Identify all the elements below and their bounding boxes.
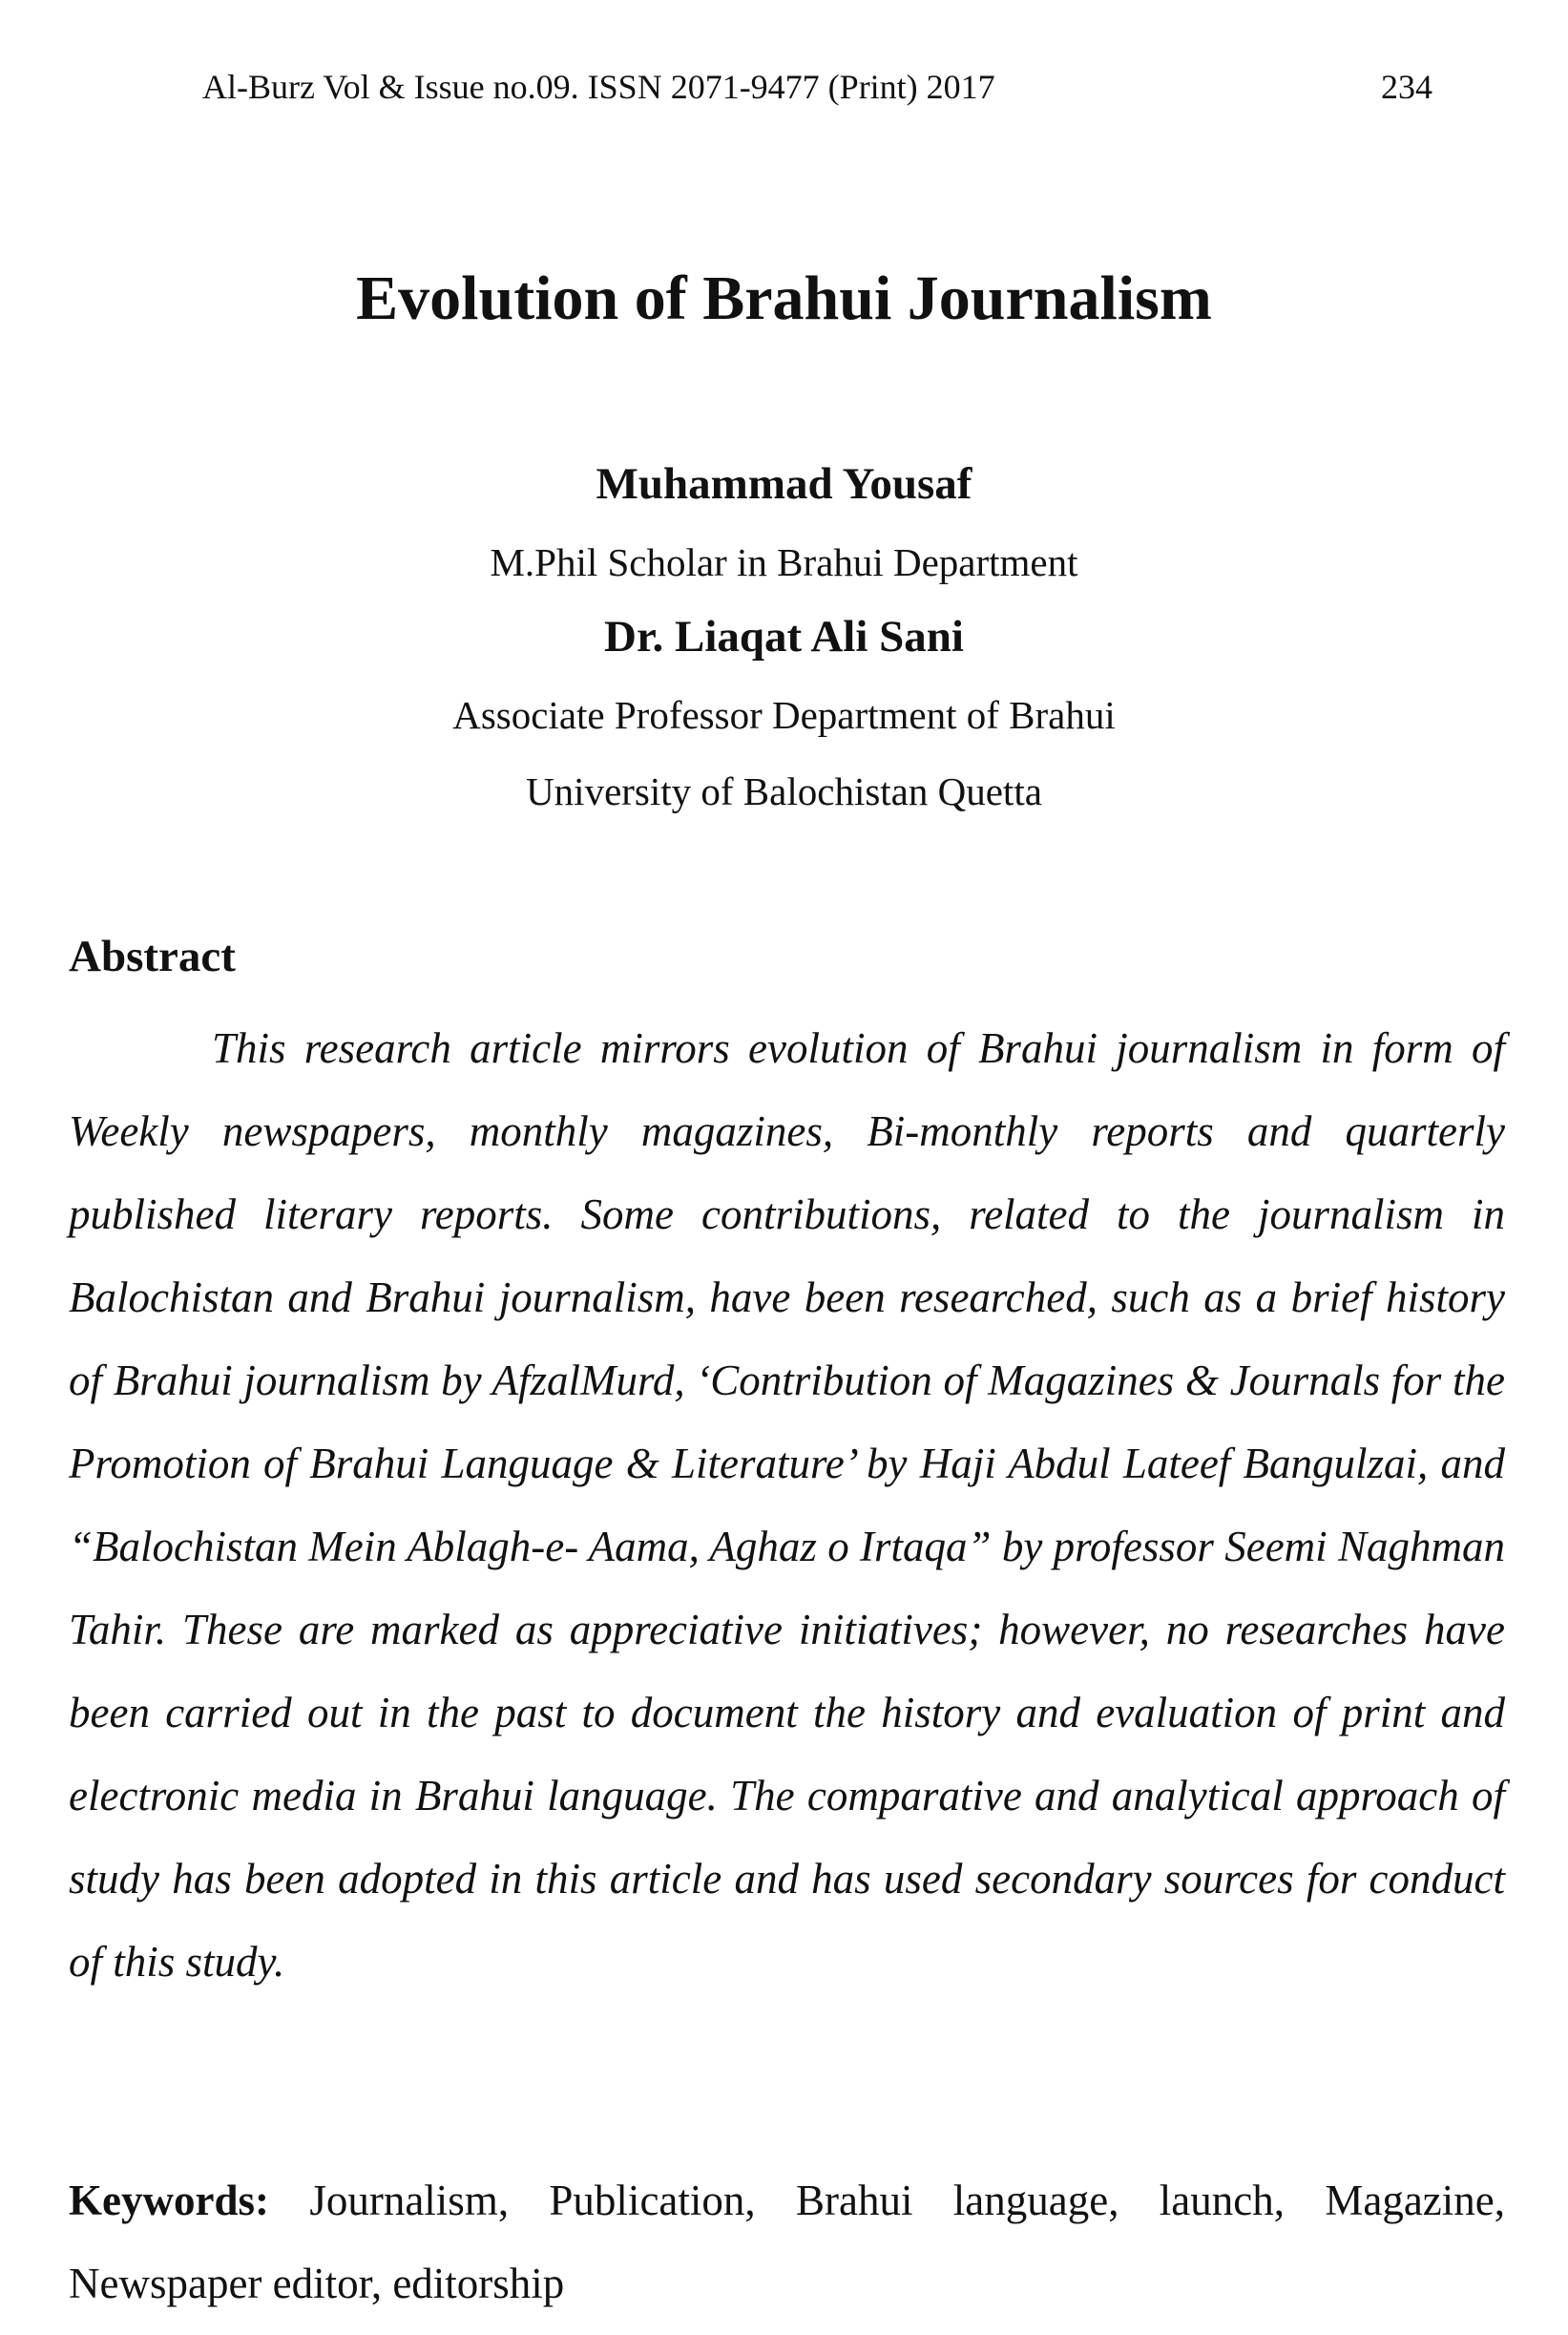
author-institution-2: University of Balochistan Quetta bbox=[526, 769, 1042, 813]
abstract-text: This research article mirrors evolution of Brahui journalism in form of Weekly newspapers, monthly magazines, Bi-monthly reports and quarterly published literary reports. Some contributions, related to the journalism in Balochistan and Brahui journalism, have been researched, such as a brief history of Brahui journalism by AfzalMurd, ‘Contribution of Magazines & Journals for the Promotion of Brahui Language & Literature’ by Haji Abdul Lateef Bangulzai, and “Balochistan Mein Ablagh-e- Aama, Aghaz o Irtaqa” by professor Seemi Naghman Tahir. These are marked as appreciative initiatives; however, no researches have been carried out in the past to document the history and evaluation of print and electronic media in Brahui language. The comparative and analytical approach of study has been adopted in this article and has used secondary sources for conduct of this study. bbox=[69, 1024, 1505, 1986]
author-affiliation-1: M.Phil Scholar in Brahui Department bbox=[490, 540, 1078, 584]
keywords-label: Keywords: bbox=[69, 2177, 269, 2224]
author-block bbox=[0, 449, 1568, 831]
abstract-heading: Abstract bbox=[69, 932, 236, 981]
author-name-1: Muhammad Yousaf bbox=[596, 459, 972, 509]
page-number: 234 bbox=[1381, 68, 1432, 106]
author-affiliation-2: Associate Professor Department of Brahui bbox=[452, 693, 1116, 737]
author-name-2: Dr. Liaqat Ali Sani bbox=[604, 612, 964, 662]
article-title: Evolution of Brahui Journalism bbox=[356, 263, 1212, 333]
running-header bbox=[202, 63, 1432, 111]
journal-citation: Al-Burz Vol & Issue no.09. ISSN 2071-9477 (Print) 2017 bbox=[202, 68, 995, 106]
keywords-paragraph bbox=[69, 2159, 1505, 2325]
keywords-list: Journalism, Publication, Brahui language, launch, Magazine, Newspaper editor, editorship bbox=[69, 2177, 1505, 2307]
